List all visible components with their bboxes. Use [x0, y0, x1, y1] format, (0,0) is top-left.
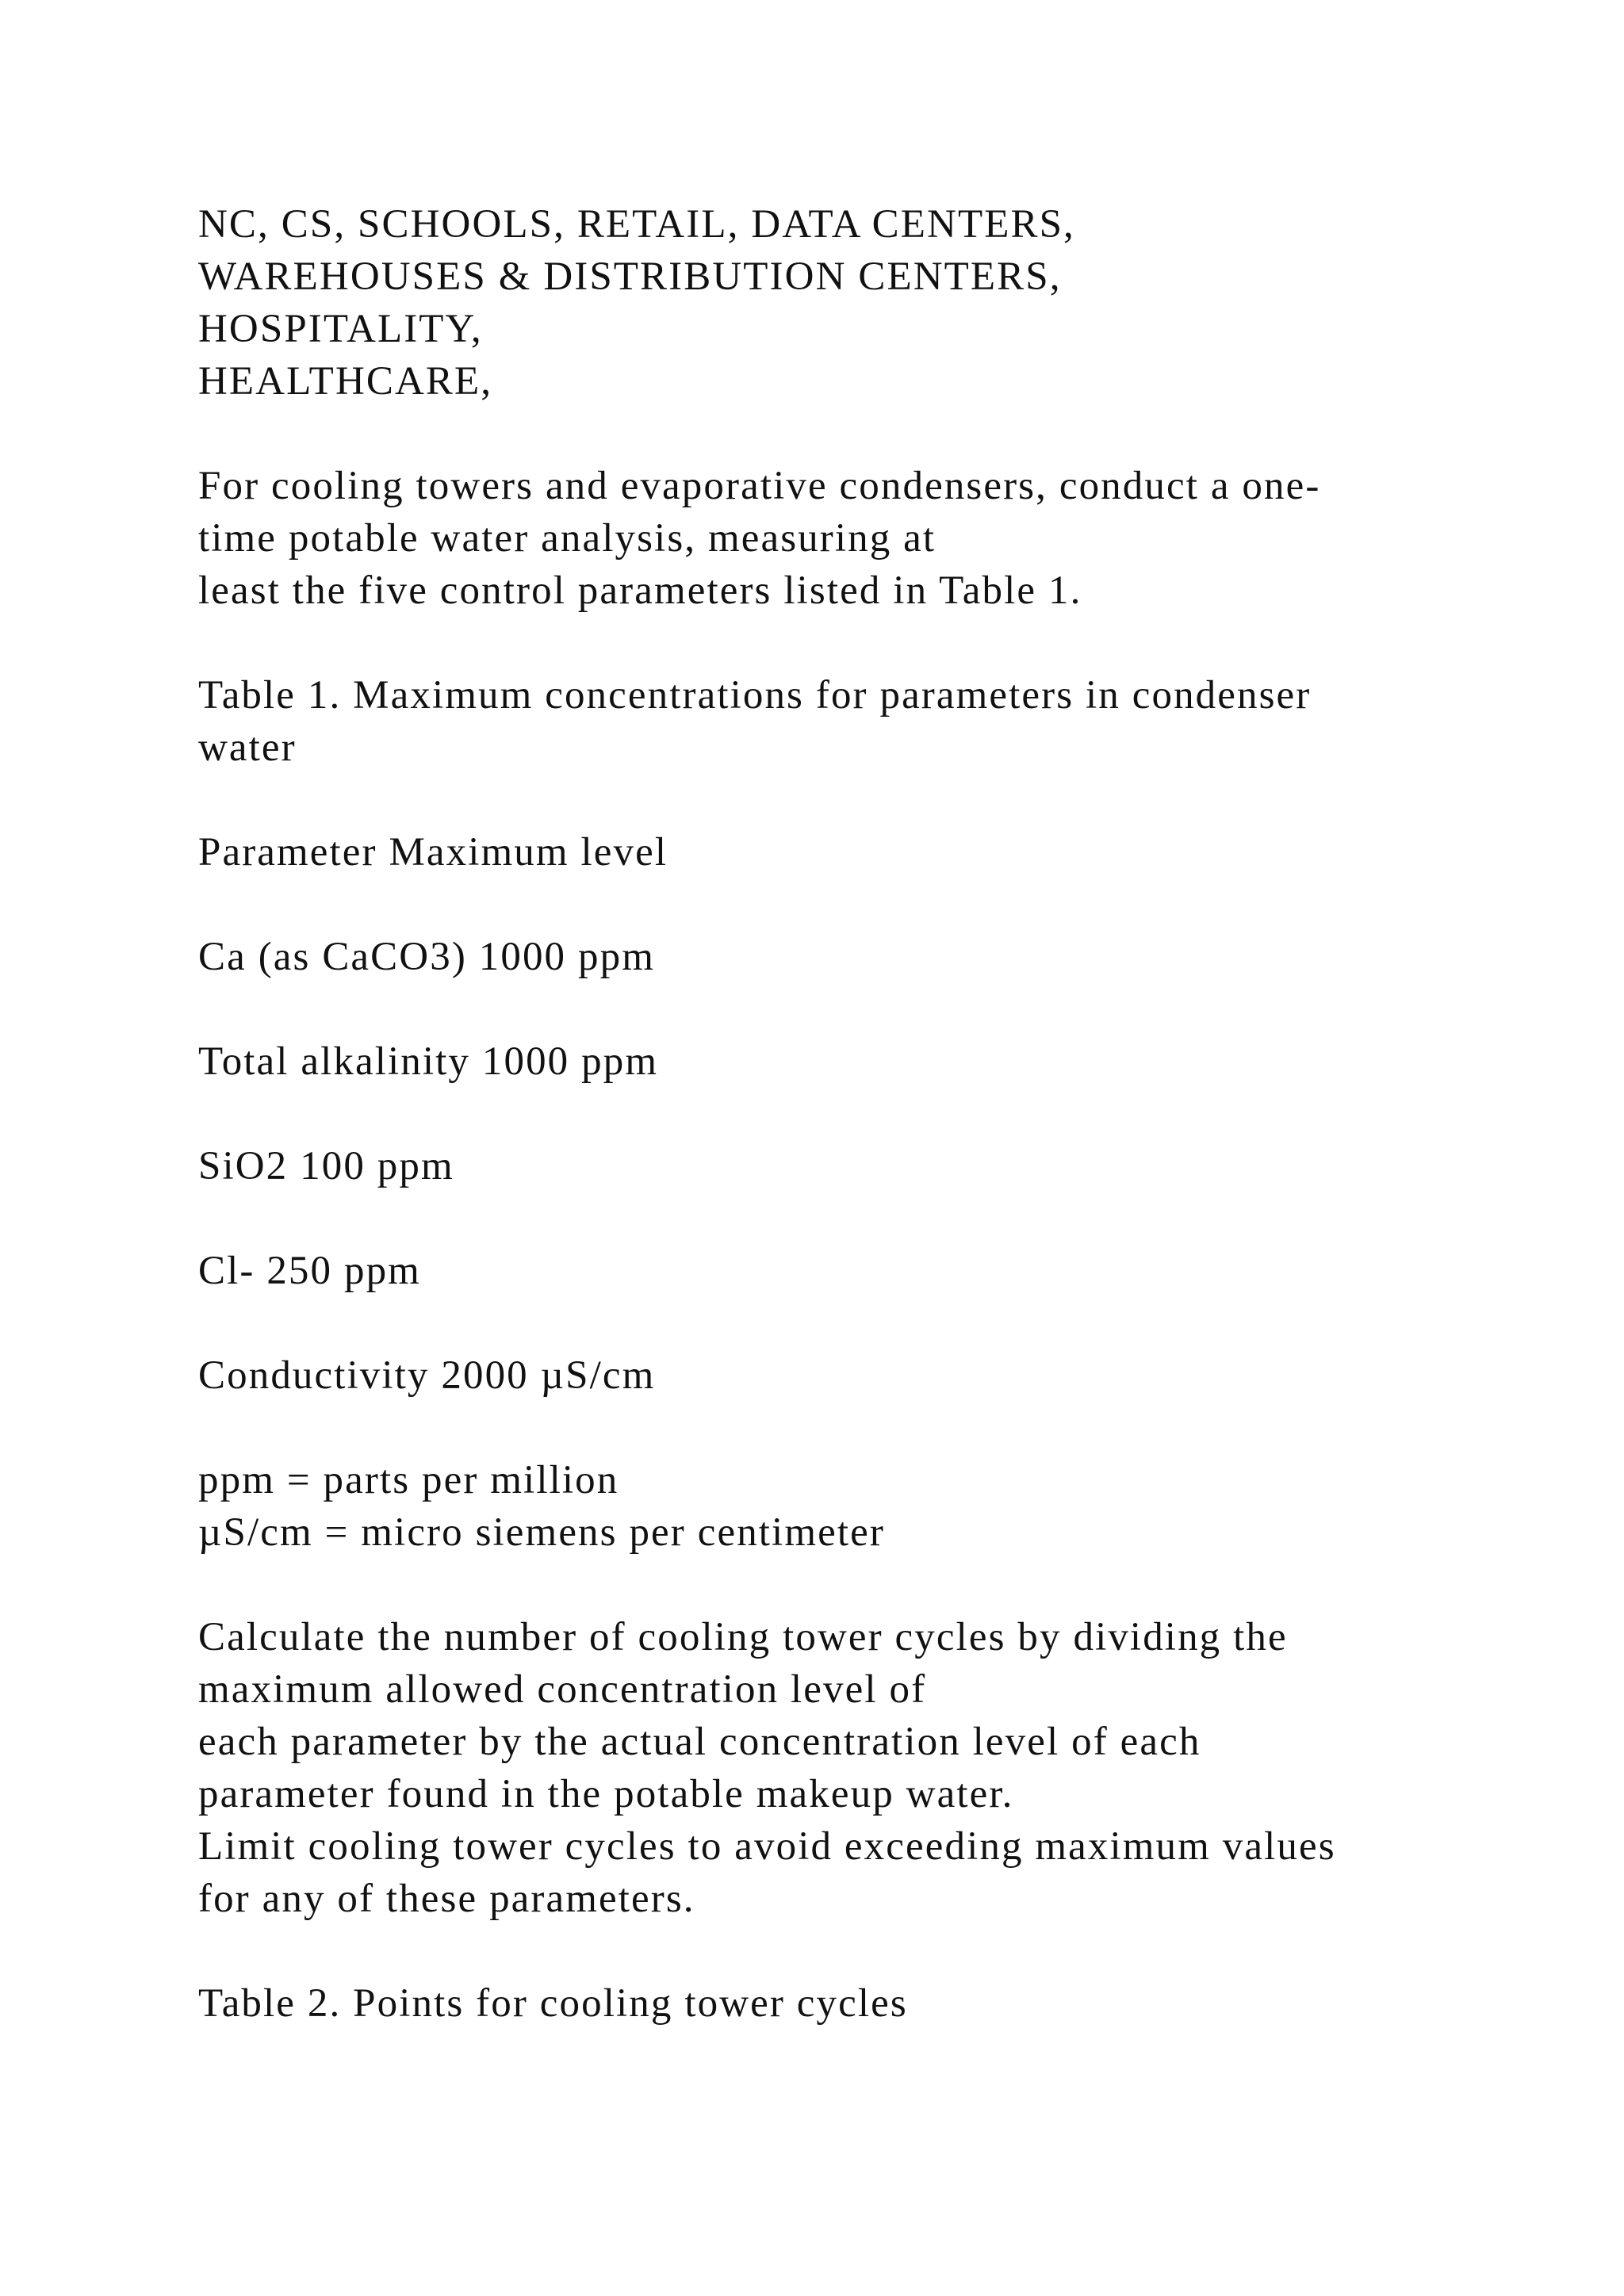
definition-line: ppm = parts per million — [198, 1458, 619, 1502]
intro-line: For cooling towers and evaporative condensers, conduct a one- — [198, 464, 1321, 508]
intro-line: least the five control parameters listed in Table 1. — [198, 568, 1082, 613]
calculation-line: maximum allowed concentration level of — [198, 1667, 927, 1712]
table1-caption-line: water — [198, 725, 297, 770]
definition-line: µS/cm = micro siemens per centimeter — [198, 1510, 885, 1555]
heading-line: NC, CS, SCHOOLS, RETAIL, DATA CENTERS, — [198, 202, 1075, 247]
calculation-line: Limit cooling tower cycles to avoid exceeding maximum values — [198, 1824, 1336, 1869]
calculation-line: each parameter by the actual concentration level of each — [198, 1720, 1201, 1764]
table1-row: Total alkalinity 1000 ppm — [198, 1039, 659, 1084]
table1-header: Parameter Maximum level — [198, 830, 668, 874]
heading-line: HOSPITALITY, — [198, 307, 483, 351]
table1-row: Cl- 250 ppm — [198, 1249, 421, 1293]
calculation-line: Calculate the number of cooling tower cycles by dividing the — [198, 1615, 1288, 1659]
table1-row: Conductivity 2000 µS/cm — [198, 1353, 656, 1398]
intro-line: time potable water analysis, measuring at — [198, 516, 936, 561]
calculation-line: for any of these parameters. — [198, 1877, 695, 1921]
heading-line: WAREHOUSES & DISTRIBUTION CENTERS, — [198, 254, 1062, 299]
table1-row: SiO2 100 ppm — [198, 1144, 454, 1188]
table1-row: Ca (as CaCO3) 1000 ppm — [198, 935, 655, 979]
heading-line: HEALTHCARE, — [198, 359, 493, 404]
table1-caption-line: Table 1. Maximum concentrations for parameters in condenser — [198, 673, 1312, 718]
calculation-line: parameter found in the potable makeup water. — [198, 1772, 1014, 1816]
table2-caption: Table 2. Points for cooling tower cycles — [198, 1981, 908, 2026]
